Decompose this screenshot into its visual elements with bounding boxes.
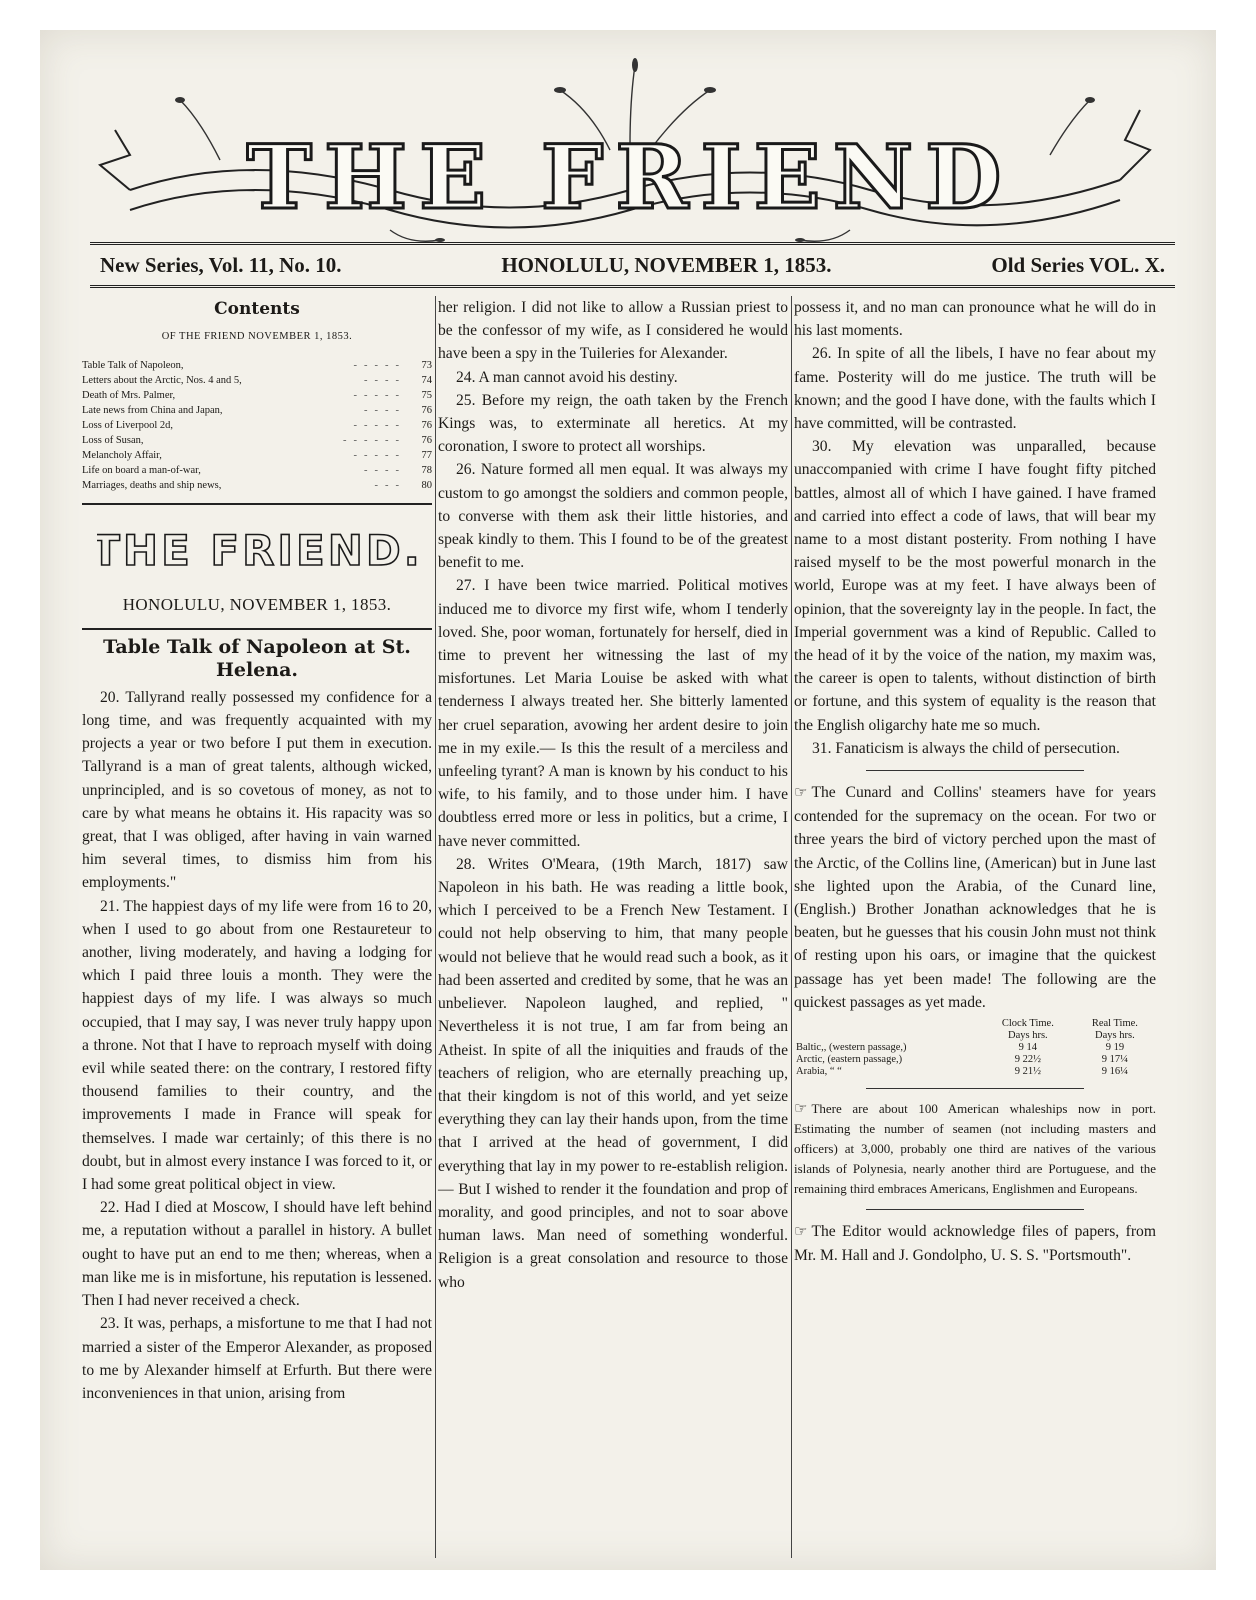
article-paragraph: 25. Before my reign, the oath taken by the French Kings was, to exterminate all heretics. At my coronation, I swore to protect all worships. (438, 391, 788, 456)
contents-item: Table Talk of Napoleon, ----- 73 (82, 360, 432, 372)
notice-whaleships: ☞ There are about 100 American whaleships now in port. Estimating the number of seamen (not including masters and officers) at 3,000, probably one third are natives of the various islands of Polynesia, nearly another third are Portuguese, and the remaining third embraces Americans, Englishmen and Europeans. (794, 1101, 1156, 1197)
article-paragraph: possess it, and no man can pronounce what he will do in his last moments. (794, 299, 1156, 340)
contents-list (82, 358, 432, 493)
newspaper-page (40, 30, 1216, 1570)
divider (82, 503, 432, 505)
pointing-hand-icon: ☞ (794, 1224, 808, 1241)
contents-item: Melancholy Affair, ----- 77 (82, 450, 432, 462)
contents-subtitle: OF THE FRIEND NOVEMBER 1, 1853. (161, 331, 353, 343)
masthead-title: THE FRIEND (246, 125, 1014, 229)
article-paragraph: 24. A man cannot avoid his destiny. (456, 368, 678, 386)
column-2 (438, 296, 788, 1294)
series-right: Old Series VOL. X. (991, 252, 1165, 277)
article-paragraph: her religion. I did not like to allow a Russian priest to be the confessor of my wife, as I considered he would have been a spy in the Tuileries for Alexander. (438, 299, 788, 363)
masthead (90, 40, 1170, 250)
column-rule (791, 296, 792, 1558)
article-paragraph: 21. The happiest days of my life were from 16 to 20, when I used to go about from one Restaureteur to another, living moderately, and having a lodging for which I paid three louis a month. They were the happiest days of my life. I was always so much occupied, that I may say, I was never truly happy upon a throne. Not that I have to reproach myself with doing evil while seated there: on the contrary, I restored fifty thousend families to their country, and the improvements I made in France will speak for themselves. I made war certainly; of this there is no doubt, but in almost every instance I was forced to it, or I had some great political object in view. (82, 897, 432, 1194)
column-3 (794, 296, 1156, 1268)
contents-title: Contents (214, 299, 300, 319)
svg-text:THE FRIEND.: THE FRIEND. (97, 526, 417, 576)
pointing-hand-icon: ☞ (794, 1101, 808, 1118)
divider (866, 1209, 1083, 1210)
column-1 (82, 296, 432, 1405)
notice-editor: ☞ The Editor would acknowledge files of papers, from Mr. M. Hall and J. Gondolpho, U. S. S. "Portsmouth". (794, 1223, 1156, 1265)
article-paragraph: 26. Nature formed all men equal. It was always my custom to go amongst the soldiers and common people, to converse with them ask their little histories, and speak kindly to them. This I found to be of the greatest benefit to me. (438, 461, 788, 572)
passage-times-table (794, 1018, 1156, 1078)
contents-item: Marriages, deaths and ship news, --- 80 (82, 480, 432, 492)
article-paragraph: 27. I have been twice married. Political motives induced me to divorce my first wife, whom I tenderly loved. She, poor woman, fortunately for herself, died in time to prevent her witnessing the last of my misfortunes. Let Maria Louise be asked with what tenderness I always treated her. She bitterly lamented her cruel separation, avowing her ardent desire to join me in my exile.— Is this the result of a merciless and unfeeling tyrant? A man is known by his conduct to his wife, to his family, and to those under him. I have doubtless erred more or less in politics, but a crime, I have never committed. (438, 577, 788, 850)
contents-item: Life on board a man-of-war, ---- 78 (82, 465, 432, 477)
article-paragraph: 30. My elevation was unparalled, because unaccompanied with crime I have fought fifty pitched battles, almost all of which I have gained. I have framed and carried into effect a code of laws, that will bear my name to a most distant posterity. From nothing I have raised myself to be the most powerful monarch in the world, Europe was at my feet. I have always been of opinion, that the sovereignty lay in the people. In fact, the Imperial government was a kind of Republic. Called to the head of it by the voice of the nation, my maxim was, the career is open to talents, without distinction of birth or fortune, and this system of equality is the reason that the English oligarchy hate me so much. (794, 438, 1156, 734)
table-subheader: Days hrs. (1095, 1030, 1135, 1042)
table-header: Clock Time. (1001, 1018, 1054, 1030)
article-paragraph: 28. Writes O'Meara, (19th March, 1817) saw Napoleon in his bath. He was reading a little book, which I perceived to be a French New Testament. I could not help observing to him, that many people would not believe that he would read such a book, as it had been asserted and credited by some, that he was an unbeliever. Napoleon laughed, and replied, " Nevertheless it is not true, I am far from being an Atheist. In spite of all the iniquities and frauds of the teachers of religion, who are eternally preaching up, that their kingdom is not of this world, and yet seize everything they can lay their hands upon, from the time that I arrived at the head of government, I did everything that lay in my power to re-establish religion.— But I wished to render it the foundation and prop of morality, and good principles, and not to soar above human laws. Man need of something wonderful. Religion is a great consolation and resource to those who (438, 855, 788, 1291)
issue-date: HONOLULU, NOVEMBER 1, 1853. (501, 252, 832, 277)
dateline-bar (90, 242, 1175, 288)
masthead-banner-icon (90, 40, 1170, 250)
article-paragraph: 23. It was, perhaps, a misfortune to me that I had not married a sister of the Emperor Alexander, as proposed to me by Alexander himself at Erfurth. But there were inconveniences in that union, arising from (82, 1315, 432, 1402)
article-title: Table Talk of Napoleon at St. Helena. (103, 635, 411, 681)
divider (866, 770, 1083, 771)
article-paragraph: 31. Fanaticism is always the child of persecution. (812, 739, 1120, 757)
table-row: Arabia, “ “ 9 21½ 9 16¼ (796, 1066, 1128, 1078)
table-subheader: Days hrs. (1008, 1030, 1048, 1042)
table-header: Real Time. (1091, 1018, 1138, 1030)
article-paragraph: 22. Had I died at Moscow, I should have left behind me, a reputation without a parallel in history. A bullet ought to have put an end to me then; whereas, when a man like me is in misfortune, his reputation is lessened. Then I had never received a check. (82, 1199, 432, 1310)
contents-item: Death of Mrs. Palmer, ----- 75 (82, 390, 432, 402)
notice-cunard: ☞ The Cunard and Collins' steamers have for years contended for the supremacy on the ocean. For two or three years the bird of victory perched upon the mast of the Arctic, of the Collins line, (American) but in June last she lighted upon the Arabia, of the Cunard line, (English.) Brother Jonathan acknowledges that he is beaten, but he guesses that his cousin John must not think of resting upon his oars, or imagine that the quickest passage has yet been made! The following are the quickest passages as yet made. (794, 784, 1156, 1011)
contents-item: Loss of Susan, ------ 76 (82, 435, 432, 447)
article-paragraph: 26. In spite of all the libels, I have no fear about my fame. Posterity will do me justice. The truth will be known; and the good I have done, with the faults which I have committed, will be contrasted. (794, 345, 1156, 433)
column-rule (435, 296, 436, 1558)
table-row: Arctic, (eastern passage,) 9 22½ 9 17¼ (796, 1054, 1128, 1066)
contents-item: Loss of Liverpool 2d, ----- 76 (82, 420, 432, 432)
contents-item: Late news from China and Japan, ---- 76 (82, 405, 432, 417)
series-left: New Series, Vol. 11, No. 10. (100, 252, 342, 277)
section-title (82, 519, 432, 582)
pointing-hand-icon: ☞ (794, 785, 808, 802)
divider (866, 1088, 1083, 1089)
contents-item: Letters about the Arctic, Nos. 4 and 5, ---- 74 (82, 375, 432, 387)
section-title-outline (97, 519, 417, 575)
section-dateline: HONOLULU, NOVEMBER 1, 1853. (122, 594, 392, 614)
divider (82, 628, 432, 630)
article-paragraph: 20. Tallyrand really possessed my confidence for a long time, and was frequently acquainted with my projects a year or two before I put them in execution. Tallyrand is a man of great talents, although wicked, unprincipled, and is so covetous of money, as not to care by what means he obtains it. His rapacity was so great, that I was obliged, after having in vain warned him several times, to dismiss him from his employments." (82, 688, 432, 892)
table-row: Baltic,, (western passage,) 9 14 9 19 (796, 1042, 1125, 1054)
